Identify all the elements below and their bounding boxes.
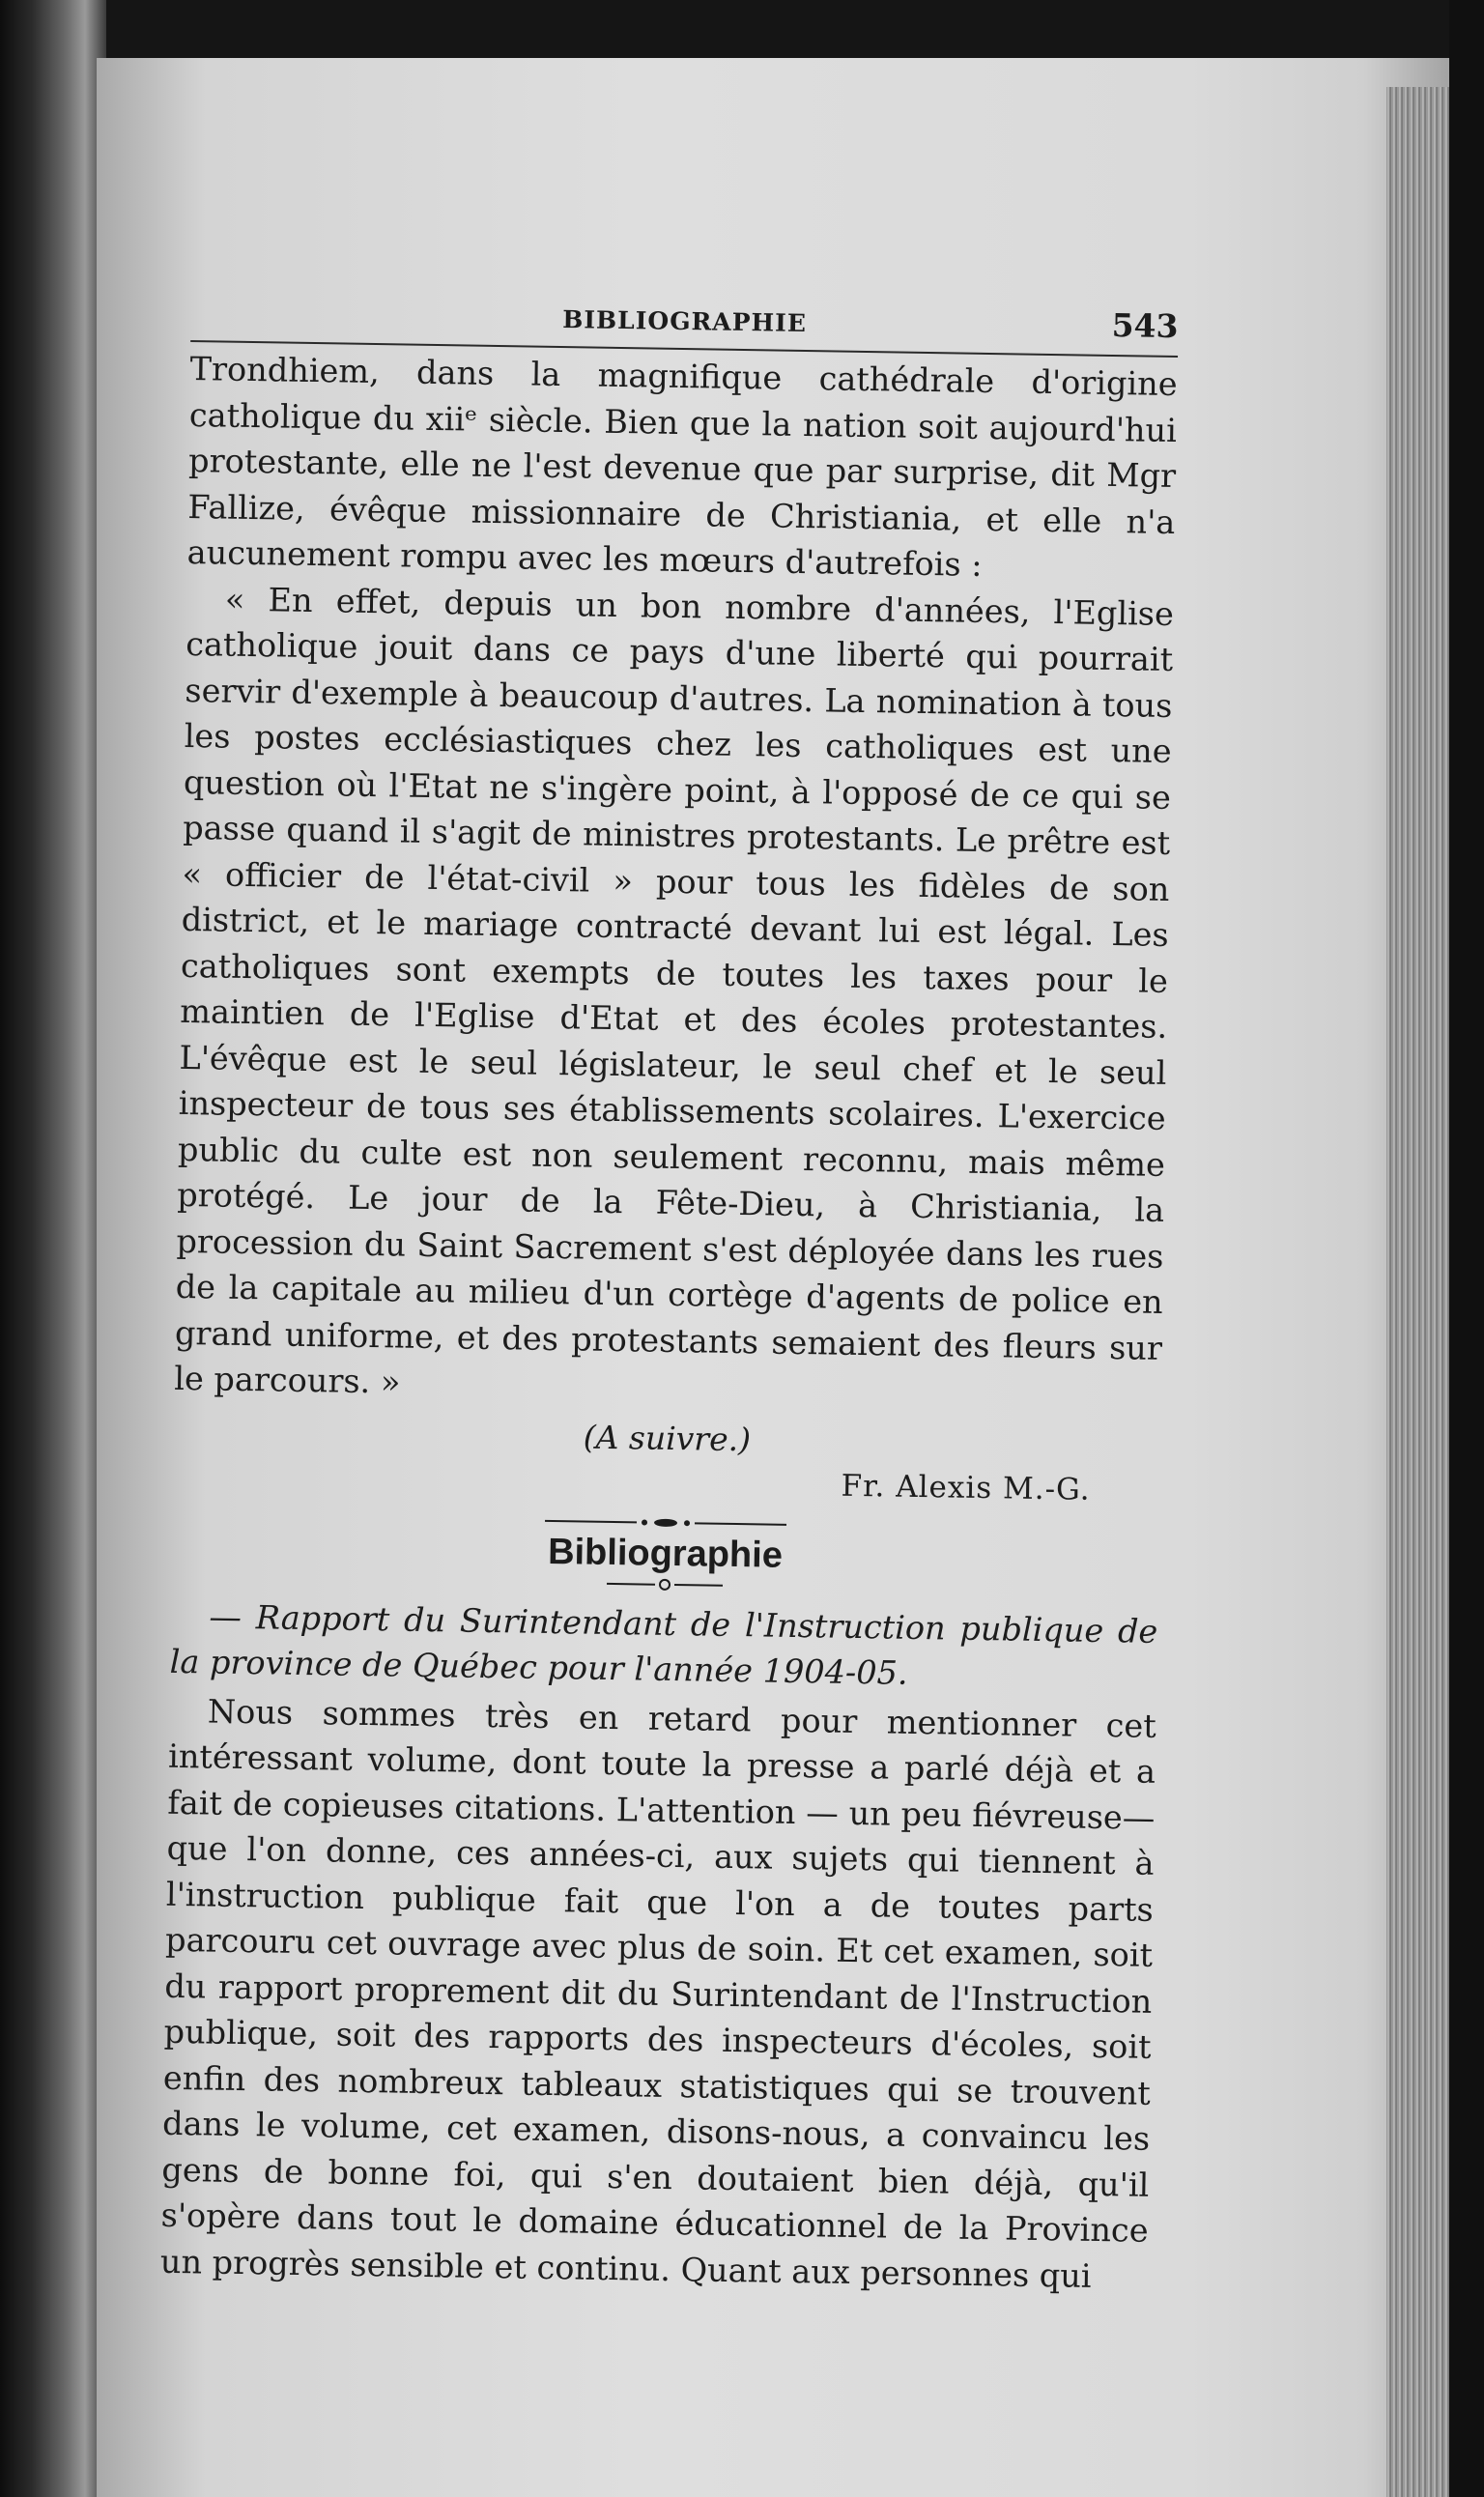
- author-signature: Fr. Alexis M.-G.: [841, 1468, 1091, 1507]
- article-body: [174, 346, 1178, 1417]
- background-edge: [1449, 0, 1484, 2497]
- review-paragraph: Nous sommes très en retard pour mentionner cet intéressant volume, dont toute la presse a parlé déjà et a fait de copieuses citations. L'attention — un peu fiévreuse— que l'on donne, ces années-ci, aux sujets qui tiennent à l'instruction publique fait que l'on a de toutes parts parcouru cet ouvrage avec plus de soin. Et cet examen, soit du rapport proprement dit du Surintendant de l'Instruction publique, soit des rapports des inspecteurs d'écoles, soit enfin des nombreux tableaux statistiques qui se trouvent dans le volume, cet examen, disons-nous, a convaincu les gens de bonne foi, qui s'en doutaient bien déjà, qu'il s'opère dans tout le domaine éducationnel de la Province un progrès sensible et continu. Quant aux personnes qui: [159, 1691, 1157, 2295]
- paragraph-quotation: « En effet, depuis un bon nombre d'années, l'Eglise catholique jouit dans ce pays d'une liberté qui pourrait servir d'exemple à beaucoup d'autres. La nomination à tous les postes ecclésiastiques chez les catholiques est une question où l'Etat ne s'ingère point, à l'opposé de ce qui se passe quand il s'agit de ministres protestants. Le prêtre est « officier de l'état-civil » pour tous les fidèles de son district, et le mariage contracté devant lui est légal. Les catholiques sont exempts de toutes les taxes pour le maintien de l'Eglise d'Etat et des écoles protestantes. L'évêque est le seul législateur, le seul chef et le seul inspecteur de tous ses établissements scolaires. L'exercice public du culte est non seulement reconnu, mais même protégé. Le jour de la Fête-Dieu, à Christiania, la procession du Saint Sacrement s'est déployée dans les rues de la capitale au milieu d'un cortège d'agents de police en grand uniforme, et des protestants semaient des fleurs sur le parcours. »: [173, 580, 1175, 1401]
- ornament-rule-icon: [545, 1513, 786, 1531]
- to-be-continued: (A suivre.): [583, 1418, 752, 1458]
- review-body: [160, 1687, 1157, 2299]
- running-head: BIBLIOGRAPHIE: [561, 305, 808, 338]
- review-title: — Rapport du Surintendant de l'Instruction publique de la province de Québec pour l'année 1904-05.: [169, 1596, 1158, 1692]
- book-gutter-shadow: [0, 0, 106, 2497]
- paragraph-trondhiem: Trondhiem, dans la magnifique cathédrale d'origine catholique du xiiᵉ siècle. Bien que la nation soit aujourd'hui protestante, elle ne l'est devenue que par surprise, dit Mgr Fallize, évêque missionnaire de Christiania, et elle n'a aucunement rompu avec les mœurs d'autrefois :: [186, 349, 1178, 584]
- section-title: Bibliographie: [547, 1531, 784, 1576]
- page-content: [160, 290, 1179, 2300]
- page-number: 543: [1111, 305, 1179, 346]
- section-heading: [171, 1507, 1159, 1598]
- ornament-circle-rule-icon: [607, 1576, 723, 1592]
